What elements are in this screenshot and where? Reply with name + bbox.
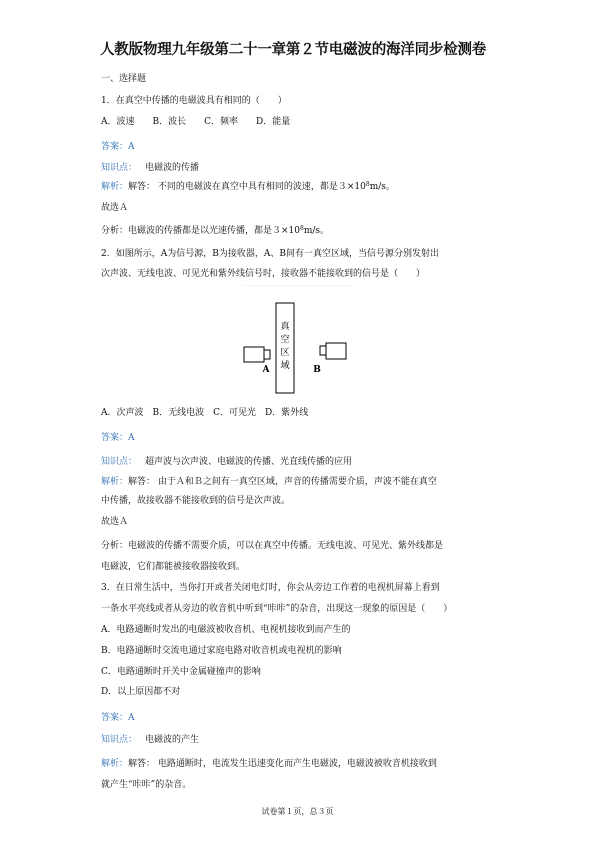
analysis-unit: m/s。 bbox=[369, 182, 395, 192]
q3-analysis-line2: 就产生“咔咔”的杂音。 bbox=[101, 780, 192, 790]
analysis-text: 解答： 不同的电磁波在真空中具有相同的波速，都是３×10 bbox=[128, 182, 366, 192]
analysis-label: 解析： bbox=[101, 182, 129, 192]
kp-label: 知识点： bbox=[101, 735, 138, 745]
q3-answer bbox=[101, 712, 135, 724]
analysis-text: 解答： 电路通断时，电流发生迅速变化而产生电磁波，电磁波被收音机接收到 bbox=[128, 759, 437, 769]
q2-fenxi-line1: 分析：电磁波的传播不需要介质，可以在真空中传播。无线电波、可见光、紫外线都是 bbox=[101, 541, 444, 551]
vacuum-char-3: 区 bbox=[280, 348, 290, 358]
answer-value: A bbox=[128, 433, 135, 443]
q1-stem: 1．在真空中传播的电磁波具有相同的（ ） bbox=[101, 96, 287, 106]
q2-conclusion: 故选Ａ bbox=[101, 517, 129, 527]
exponent: 8 bbox=[365, 181, 370, 188]
q3-stem-line2: 一条水平亮线或者从旁边的收音机中听到“咔咔”的杂音，出现这一现象的原因是（ ） bbox=[101, 604, 453, 614]
q1-knowledge-point bbox=[101, 162, 199, 174]
vacuum-char-2: 空 bbox=[280, 335, 290, 345]
answer-label: 答案： bbox=[101, 142, 129, 152]
analysis-label: 解析： bbox=[101, 759, 129, 769]
answer-label: 答案： bbox=[101, 433, 129, 443]
fenxi-unit: m/s。 bbox=[303, 226, 330, 236]
answer-value: A bbox=[128, 713, 135, 723]
receiver-sensor bbox=[320, 346, 326, 355]
q1-options: A．波速 B．波长 C．频率 D．能量 bbox=[101, 117, 291, 127]
answer-value: A bbox=[128, 142, 135, 152]
fenxi-text: 分析：电磁波的传播都是以光速传播，都是３×10 bbox=[101, 226, 300, 236]
analysis-text: 解答： 由于Ａ和Ｂ之间有一真空区域，声音的传播需要介质，声波不能在真空 bbox=[128, 477, 437, 487]
kp-label: 知识点： bbox=[101, 163, 138, 173]
q1-fenxi bbox=[101, 225, 329, 237]
section-heading: 一、选择题 bbox=[101, 74, 147, 84]
q1-conclusion: 故选Ａ bbox=[101, 203, 129, 213]
analysis-label: 解析： bbox=[101, 477, 129, 487]
vacuum-diagram bbox=[240, 285, 356, 397]
page-title: 人教版物理九年级第二十一章第２节电磁波的海洋同步检测卷 bbox=[100, 41, 487, 58]
signal-source-box bbox=[244, 347, 264, 362]
q3-option-b: B．电路通断时交流电通过家庭电路对收音机或电视机的影响 bbox=[101, 646, 342, 656]
q2-fenxi-line2: 电磁波，它们都能被接收器接收到。 bbox=[101, 562, 246, 572]
kp-text: 超声波与次声波、电磁波的传播、光直线传播的应用 bbox=[145, 457, 353, 467]
exponent: 8 bbox=[300, 225, 304, 232]
label-b: B bbox=[313, 365, 321, 375]
q2-answer bbox=[101, 432, 135, 444]
answer-label: 答案： bbox=[101, 713, 129, 723]
q3-analysis-line1 bbox=[101, 758, 437, 770]
q1-analysis bbox=[101, 181, 395, 193]
page-footer: 试卷第１页，总３页 bbox=[261, 807, 334, 816]
q2-stem-line2: 次声波、无线电波、可见光和紫外线信号时，接收器不能接收到的信号是（ ） bbox=[101, 269, 426, 279]
vacuum-char-1: 真 bbox=[280, 322, 290, 332]
q3-stem-line1: 3．在日常生活中，当你打开或者关闭电灯时，你会从旁边工作着的电视机屏幕上看到 bbox=[101, 583, 440, 593]
receiver-box bbox=[326, 343, 346, 359]
q3-option-c: C．电路通断时开关中金属碰撞声的影响 bbox=[101, 667, 261, 677]
kp-label: 知识点： bbox=[101, 457, 138, 467]
q1-answer bbox=[101, 141, 135, 153]
kp-text: 电磁波的产生 bbox=[145, 735, 200, 745]
q3-option-a: A．电路通断时发出的电磁波被收音机、电视机接收到而产生的 bbox=[101, 625, 351, 635]
q3-knowledge-point bbox=[101, 734, 199, 746]
q2-options: A．次声波 B．无线电波 C．可见光 D．紫外线 bbox=[101, 408, 309, 418]
signal-source-emitter bbox=[264, 350, 270, 359]
q2-knowledge-point bbox=[101, 456, 352, 468]
label-a: A bbox=[262, 365, 270, 375]
vacuum-char-4: 域 bbox=[280, 361, 290, 371]
q2-analysis-line1 bbox=[101, 476, 437, 488]
q2-analysis-line2: 中传播，故接收器不能接收到的信号是次声波。 bbox=[101, 496, 291, 506]
q2-stem-line1: 2．如图所示，A为信号源，B为接收器，A、B间有一真空区域，当信号源分别发射出 bbox=[101, 249, 439, 259]
q3-option-d: D．以上原因都不对 bbox=[101, 687, 181, 697]
kp-text: 电磁波的传播 bbox=[145, 163, 200, 173]
